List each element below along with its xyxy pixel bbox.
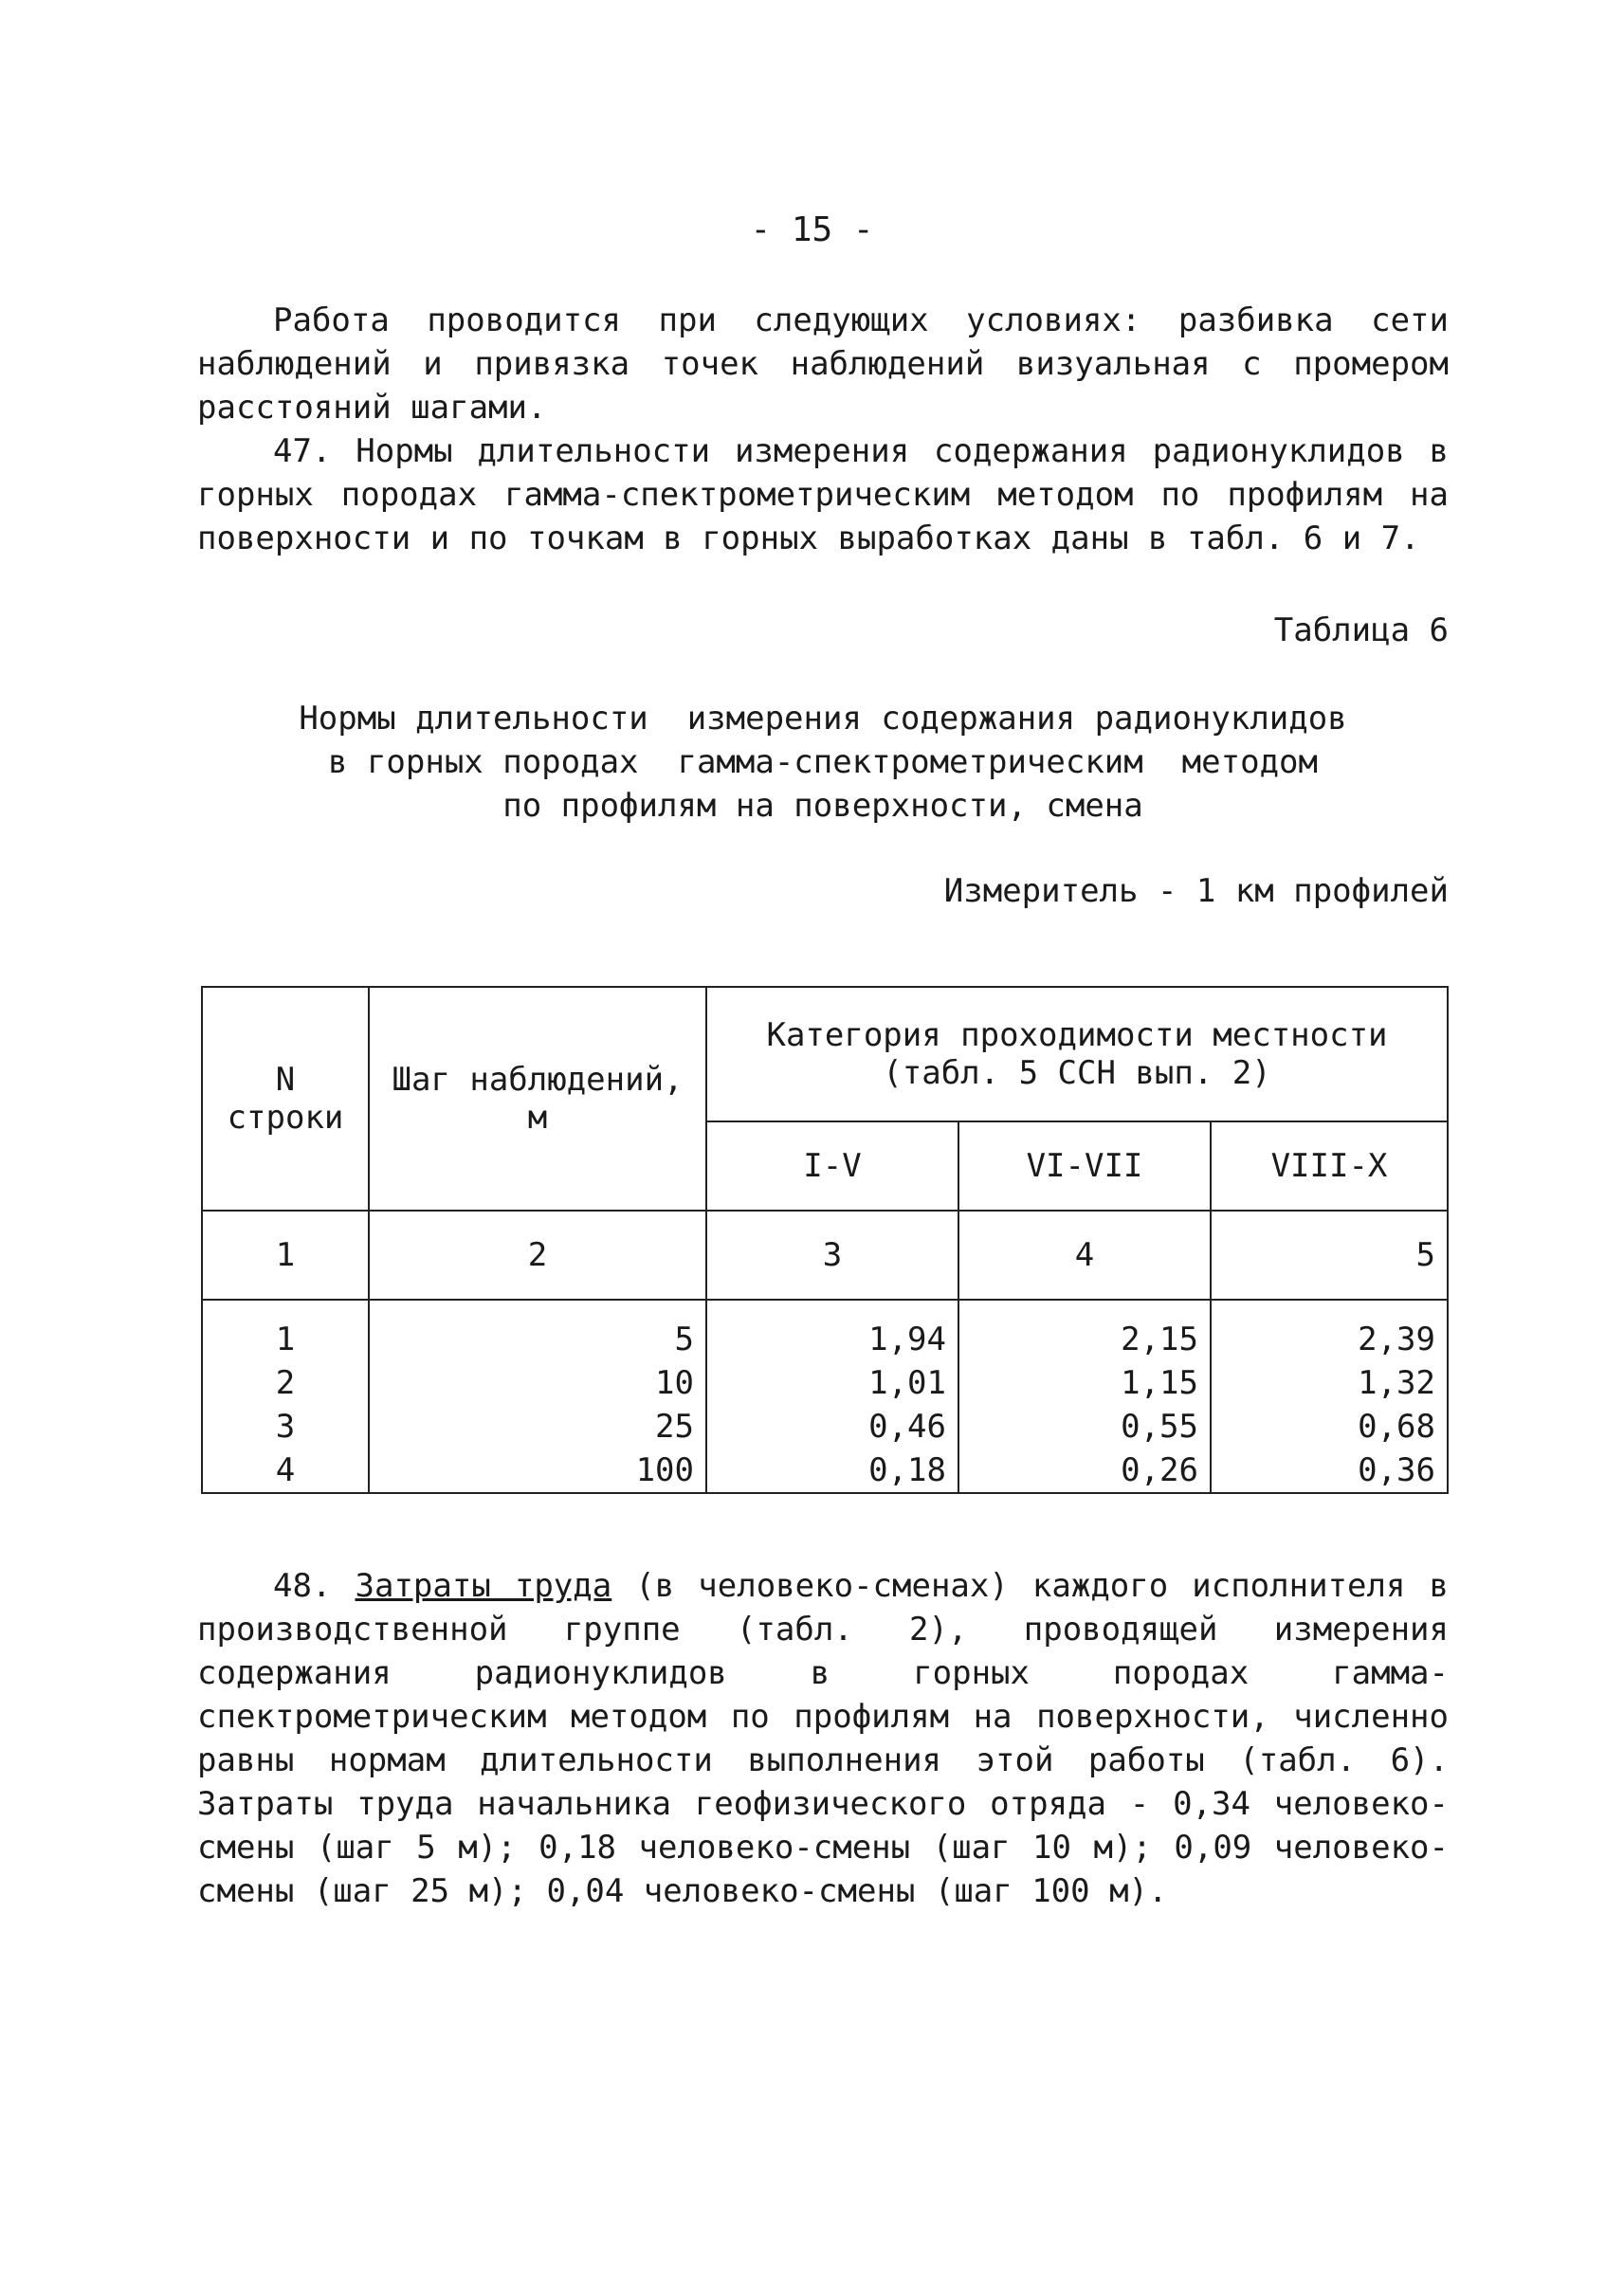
table-title-line-2: в горных породах гамма-спектрометрическим методом [328, 743, 1318, 781]
header-row-number-line-1: N [275, 1061, 296, 1099]
cell-step: 5 [369, 1300, 706, 1361]
table-row [202, 1300, 1448, 1361]
table-label: Таблица 6 [1273, 611, 1449, 649]
table-row [202, 1361, 1448, 1405]
paragraph-47-text: 47. Нормы длительности измерения содержания радионуклидов в горных породах гамма-спектрометрическим методом по профилям на поверхности и по точкам в горных выработках даны в табл. 6 и 7. [197, 432, 1449, 557]
table-row [202, 1449, 1448, 1493]
column-number-4: 4 [958, 1211, 1211, 1300]
cell-step: 25 [369, 1405, 706, 1449]
cell-step: 10 [369, 1361, 706, 1405]
paragraph-conditions [197, 299, 1449, 429]
norms-table [201, 986, 1449, 1494]
column-number-5: 5 [1211, 1211, 1448, 1300]
cell-category-1: 1,01 [706, 1361, 958, 1405]
header-row-number-line-2: строки [227, 1099, 344, 1137]
header-category-line-2: (табл. 5 ССН вып. 2) [883, 1054, 1271, 1092]
cell-category-2: 1,15 [958, 1361, 1211, 1405]
cell-row-number: 3 [202, 1405, 369, 1449]
page-number: - 15 - [750, 210, 874, 249]
paragraph-conditions-text: Работа проводится при следующих условиях: разбивка сети наблюдений и привязка точек наблюдений визуальная с промером расстояний шагами. [197, 301, 1449, 427]
cell-row-number: 2 [202, 1361, 369, 1405]
paragraph-48 [197, 1564, 1449, 1913]
cell-step: 100 [369, 1449, 706, 1493]
column-number-1: 1 [202, 1211, 369, 1300]
column-number-2: 2 [369, 1211, 706, 1300]
cell-category-1: 0,46 [706, 1405, 958, 1449]
header-category-1: I-V [706, 1121, 958, 1211]
header-category-2: VI-VII [958, 1121, 1211, 1211]
header-category-3: VIII-X [1211, 1121, 1448, 1211]
cell-category-1: 1,94 [706, 1300, 958, 1361]
header-category [706, 987, 1448, 1121]
cell-category-3: 2,39 [1211, 1300, 1448, 1361]
table-title [197, 697, 1449, 828]
unit-of-measure: Измеритель - 1 км профилей [943, 872, 1449, 910]
cell-row-number: 4 [202, 1449, 369, 1493]
cell-category-2: 0,26 [958, 1449, 1211, 1493]
paragraph-48-number: 48. [273, 1567, 332, 1605]
table-title-line-3: по профилям на поверхности, смена [502, 787, 1143, 825]
cell-category-3: 0,36 [1211, 1449, 1448, 1493]
paragraph-48-underlined-term: Затраты труда [355, 1567, 612, 1605]
cell-category-3: 1,32 [1211, 1361, 1448, 1405]
cell-category-3: 0,68 [1211, 1405, 1448, 1449]
cell-category-1: 0,18 [706, 1449, 958, 1493]
cell-row-number: 1 [202, 1300, 369, 1361]
cell-category-2: 2,15 [958, 1300, 1211, 1361]
header-category-line-1: Категория проходимости местности [766, 1016, 1388, 1054]
paragraph-47 [197, 429, 1449, 560]
paragraph-48-text [197, 1564, 1449, 1913]
cell-category-2: 0,55 [958, 1405, 1211, 1449]
paragraph-48-rest: (в человеко-сменах) каждого исполнителя в производственной группе (табл. 2), проводящей измерения содержания радионуклидов в горных породах гамма-спектрометрическим методом по профилям на поверхности, численно равны нормам длительности выполнения этой работы (табл. 6). Затраты труда начальника геофизического отряда - 0,34 человеко-смены (шаг 5 м); 0,18 человеко-смены (шаг 10 м); 0,09 человеко-смены (шаг 25 м); 0,04 человеко-смены (шаг 100 м). [197, 1567, 1449, 1910]
header-step: Шаг наблюдений, м [369, 987, 706, 1211]
column-number-3: 3 [706, 1211, 958, 1300]
table-row [202, 1405, 1448, 1449]
header-row-number [202, 987, 369, 1211]
table-title-line-1: Нормы длительности измерения содержания радионуклидов [299, 700, 1347, 738]
